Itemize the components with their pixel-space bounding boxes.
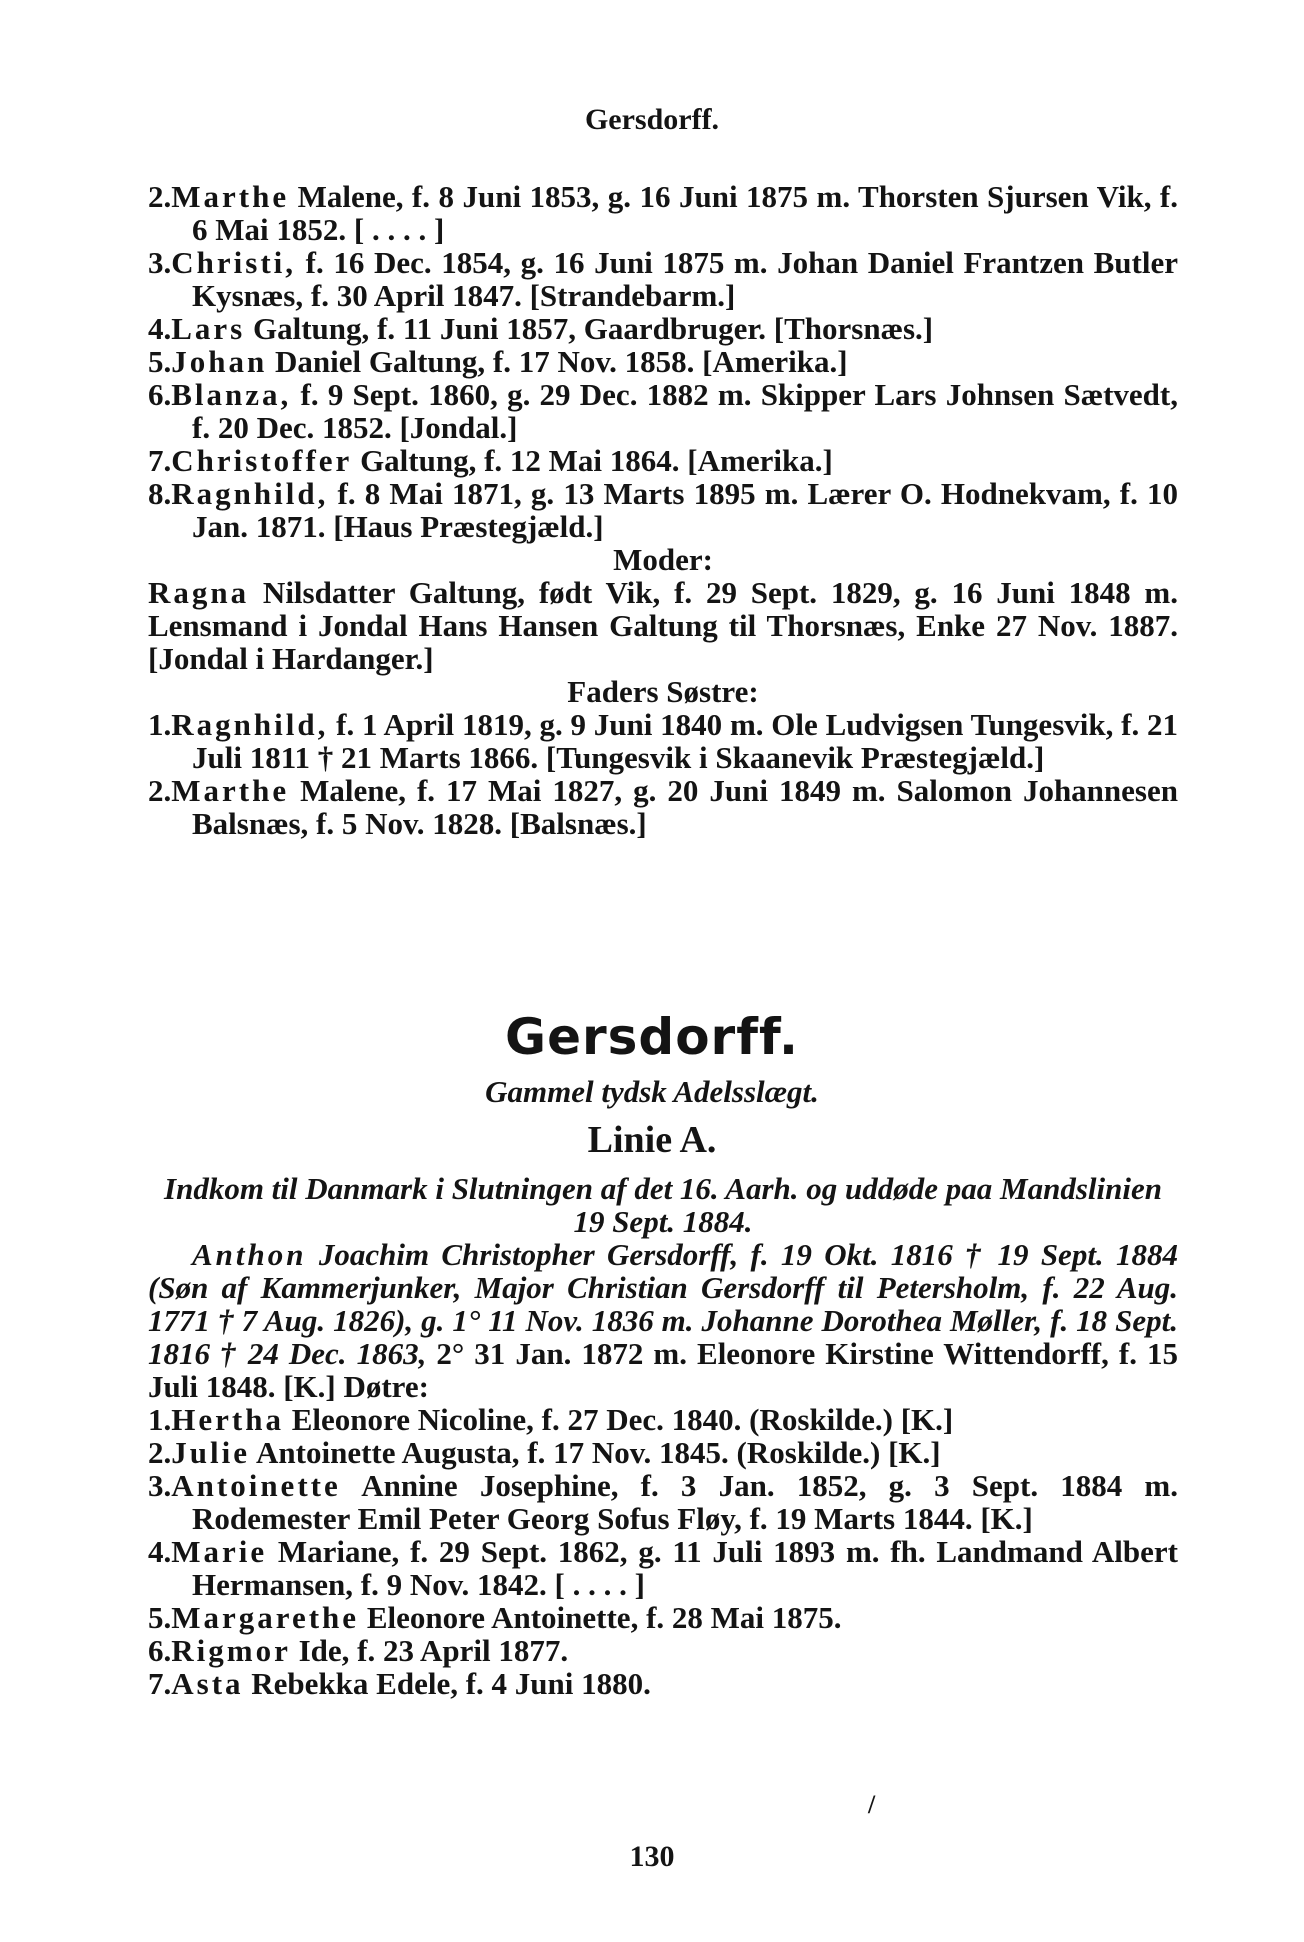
daughter-entry-5: 5.Margarethe Eleonore Antoinette, f. 28 Mai 1875.: [148, 1600, 842, 1635]
daughter-entry-3: 3.Antoinette Annine Josephine, f. 3 Jan. 1852, g. 3 Sept. 1884 m. Rodemester Emil Peter Georg Sofus Fløy, f. 19 Marts 1844. [K.]: [148, 1468, 1178, 1536]
child-entry-5: 5.Johan Daniel Galtung, f. 17 Nov. 1858. [Amerika.]: [148, 344, 848, 379]
daughter-entry-4: 4.Marie Mariane, f. 29 Sept. 1862, g. 11 Juli 1893 m. fh. Landmand Albert Hermansen, f. 9 Nov. 1842. [ . . . . ]: [148, 1534, 1178, 1602]
child-entry-8: 8.Ragnhild, f. 8 Mai 1871, g. 13 Marts 1895 m. Lærer O. Hodnekvam, f. 10 Jan. 1871. [Haus Præstegjæld.]: [148, 476, 1178, 544]
daughter-entry-6: 6.Rigmor Ide, f. 23 April 1877.: [148, 1633, 569, 1668]
child-entry-6: 6.Blanza, f. 9 Sept. 1860, g. 29 Dec. 1882 m. Skipper Lars Johnsen Sætvedt, f. 20 Dec. 1852. [Jondal.]: [148, 377, 1178, 445]
running-head: Gersdorff.: [584, 103, 720, 136]
stray-mark: /: [868, 1790, 876, 1819]
lower-section: [148, 1172, 1178, 1700]
family-intro: Indkom til Danmark i Slutningen af det 16. Aarh. og uddøde paa Mandslinien 19 Sept. 1884.: [164, 1171, 1162, 1239]
sister-entry-1: 1.Ragnhild, f. 1 April 1819, g. 9 Juni 1840 m. Ole Ludvigsen Tungesvik, f. 21 Juli 1811 † 21 Marts 1866. [Tungesvik i Skaanevik Præstegjæld.]: [148, 707, 1178, 775]
moder-heading: Moder:: [613, 542, 713, 577]
faders-heading: Faders Søstre:: [567, 674, 759, 709]
page-number: 130: [629, 1840, 675, 1873]
family-subtitle: Gammel tydsk Adelsslægt.: [485, 1074, 819, 1109]
upper-section: [148, 180, 1178, 840]
child-entry-7: 7.Christoffer Galtung, f. 12 Mai 1864. [Amerika.]: [148, 443, 833, 478]
sister-entry-2: 2.Marthe Malene, f. 17 Mai 1827, g. 20 Juni 1849 m. Salomon Johannesen Balsnæs, f. 5 Nov. 1828. [Balsnæs.]: [148, 773, 1178, 841]
main-entry: Anthon Joachim Christopher Gersdorff, f. 19 Okt. 1816 † 19 Sept. 1884 (Søn af Kammerjunker, Major Christian Gersdorff til Petersholm, f. 22 Aug. 1771 † 7 Aug. 1826), g. 1° 11 Nov. 1836 m. Johanne Dorothea Møller, f. 18 Sept. 1816 † 24 Dec. 1863, 2° 31 Jan. 1872 m. Eleonore Kirstine Wittendorff, f. 15 Juli 1848. [K.] Døtre:: [148, 1237, 1179, 1404]
moder-entry: Ragna Nilsdatter Galtung, født Vik, f. 29 Sept. 1829, g. 16 Juni 1848 m. Lensmand i Jondal Hans Hansen Galtung til Thorsnæs, Enke 27 Nov. 1887. [Jondal i Hardanger.]: [148, 575, 1178, 676]
family-title: Gersdorff.: [505, 1008, 799, 1066]
linie-heading: Linie A.: [587, 1119, 717, 1161]
daughter-entry-1: 1.Hertha Eleonore Nicoline, f. 27 Dec. 1840. (Roskilde.) [K.]: [148, 1402, 954, 1437]
daughter-entry-2: 2.Julie Antoinette Augusta, f. 17 Nov. 1845. (Roskilde.) [K.]: [148, 1435, 941, 1470]
child-entry-4: 4.Lars Galtung, f. 11 Juni 1857, Gaardbruger. [Thorsnæs.]: [148, 311, 934, 346]
child-entry-3: 3.Christi, f. 16 Dec. 1854, g. 16 Juni 1875 m. Johan Daniel Frantzen Butler Kysnæs, f. 30 April 1847. [Strandebarm.]: [148, 245, 1178, 313]
child-entry-2: 2.Marthe Malene, f. 8 Juni 1853, g. 16 Juni 1875 m. Thorsten Sjursen Vik, f. 6 Mai 1852. [ . . . . ]: [148, 179, 1178, 247]
daughter-entry-7: 7.Asta Rebekka Edele, f. 4 Juni 1880.: [148, 1666, 651, 1701]
